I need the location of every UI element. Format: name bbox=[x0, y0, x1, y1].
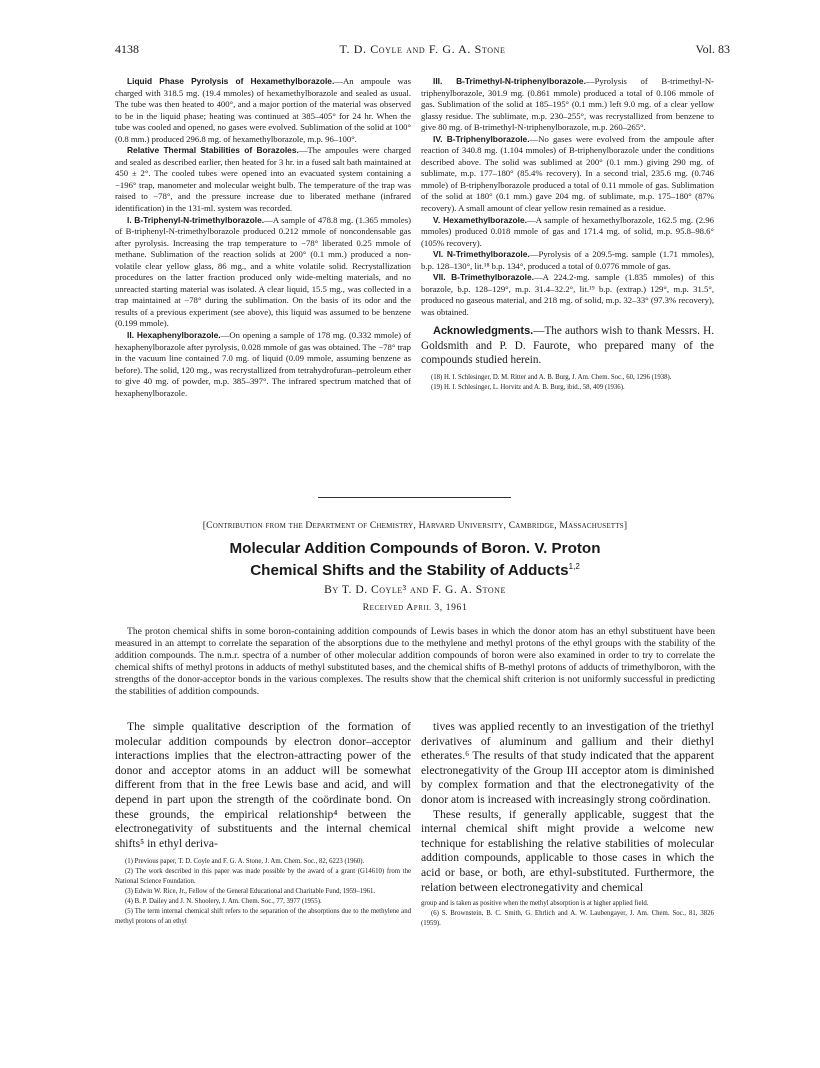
reference-item: (18) H. I. Schlesinger, D. M. Ritter and A. B. Burg, J. Am. Chem. Soc., 60, 1296 (1938). bbox=[431, 374, 672, 382]
article-title bbox=[115, 540, 715, 580]
section-heading: I. B-Triphenyl-N-trimethylborazole. bbox=[127, 214, 265, 225]
acknowledgments: Acknowledgments.—The authors wish to thank Messrs. H. Goldsmith and P. D. Faurote, who prepared many of the compounds studied herein. bbox=[421, 325, 714, 367]
abstract bbox=[115, 626, 715, 697]
footnote-item: (3) Edwin W. Rice, Jr., Fellow of the General Educational and Charitable Fund, 1959–1961. bbox=[125, 888, 376, 896]
references-list bbox=[421, 373, 714, 393]
section-heading: IV. B-Triphenylborazole. bbox=[433, 133, 530, 144]
footnote-item: (2) The work described in this paper was made possible by the award of a grant (G14610) from the National Science Foundation. bbox=[115, 868, 411, 886]
page-header bbox=[115, 42, 730, 60]
body-right-column bbox=[421, 720, 714, 929]
paragraph-liquid-phase-pyrolysis: Liquid Phase Pyrolysis of Hexamethylborazole.—An ampoule was charged with 318.5 mg. (19.4 mmoles) of hexamethylborazole and sealed as usual. The tube was then heated to 400°, and a major portion of the material was observed to be in the liquid phase; heating was continued at 385–405° for 24 hr. When the tube was cooled and opened, no gases were evolved. Sublimation of the solid at 100° (0.8 mm.) produced 296.8 mg. of hexamethylborazole, m.p. 96–100°. bbox=[115, 76, 412, 144]
abstract-text: The proton chemical shifts in some boron-containing addition compounds of Lewis bases in which the donor atom has an ethyl substituent have been measured in an attempt to correlate the separation of the absorptions due to the methylene and methyl protons of the ethyl groups with the stability of the addition compounds. The n.m.r. spectra of a number of other molecular addition compounds of boron were also examined in order to try to correlate the chemical shifts of methyl protons in adducts of methyl substituted bases, and the chemical shifts of B-methyl protons of adducts of trimethylboron, with the strengths of the donor-acceptor bonds in the various complexes. The results show that the chemical shift criterion is not uniformly successful in predicting the stabilities of addition compounds. bbox=[115, 626, 715, 697]
article-title-line-1: Molecular Addition Compounds of Boron. V. Proton bbox=[229, 540, 601, 557]
experimental-right-column bbox=[421, 76, 714, 393]
body-left-column bbox=[115, 720, 411, 927]
paragraph-relative-thermal-stabilities: Relative Thermal Stabilities of Borazoles.—The ampoules were charged and sealed as described earlier, then heated for 3 hr. in a fused salt bath maintained at 450 ± 2°. The cooled tubes were opened into an evacuated system containing a −196° trap, manometer and molecular weight bulb. The temperature of the trap was raised to −78°, and the pressure increase due to liberated methane (infrared identification) in the 131-ml. system was recorded. bbox=[115, 145, 412, 214]
section-heading: Relative Thermal Stabilities of Borazoles. bbox=[127, 145, 299, 156]
reference-item: (19) H. I. Schlesinger, L. Horvitz and A. B. Burg, ibid., 58, 409 (1936). bbox=[431, 384, 625, 392]
footnote-item: (1) Previous paper, T. D. Coyle and F. G. A. Stone, J. Am. Chem. Soc., 82, 6223 (1960). bbox=[125, 858, 365, 866]
body-paragraph: The simple qualitative description of the formation of molecular addition compounds by electron donor–acceptor interactions implies that the electron-attracting power of the donor and acceptor atoms in an adduct will be somewhat different from that in the free Lewis base and acid, and will depend in part upon the strength of the coördinate bond. On these grounds, the empirical relationship⁴ between the electronegativity of substituents and the internal chemical shifts⁵ in ethyl deriva- bbox=[115, 720, 411, 850]
paragraph-triphenyl-trimethylborazole: I. B-Triphenyl-N-trimethylborazole.—A sample of 478.8 mg. (1.365 mmoles) of B-triphenyl-N-trimethylborazole produced 0.212 mmole of noncondensable gas after pyrolysis. Increasing the trap temperature to −78° liberated 0.25 mmole of methane. Sublimation of the reaction solids at 200° (0.1 mm.) produced a non-volatile clear yellow glass, 86 mg., and a white volatile solid. Recrystallization procedures on the latter fraction produced only wide-melting materials, and no unreacted starting material was isolated. A clear liquid, 15.5 mg., was collected in a trap maintained at −78° during the sublimation. On the basis of its odor and the results of a previous experiment (see above), this liquid was assumed to be benzene (0.199 mmole). bbox=[115, 214, 411, 329]
author-line: By T. D. Coyle³ and F. G. A. Stone bbox=[324, 583, 506, 596]
page-number: 4138 bbox=[115, 42, 139, 56]
contribution-line: [Contribution from the Department of Chemistry, Harvard University, Cambridge, Massachusetts] bbox=[202, 520, 628, 531]
footnote-item: (4) B. P. Dailey and J. N. Shoolery, J. Am. Chem. Soc., 77, 3977 (1955). bbox=[125, 898, 322, 906]
paragraph-hexaphenylborazole: II. Hexaphenylborazole.—On opening a sample of 178 mg. (0.332 mmole) of hexaphenylborazole after pyrolysis, 0.028 mmole of gas was obtained. The −78° trap in the vacuum line contained 7.0 mg. of liquid (0.09 mmole, assuming benzene as before). The solid, 120 mg., was recrystallized from tetrahydrofuran–petroleum ether to give 40 mg. of powder, m.p. 385–397°. The infrared spectrum matched that of hexaphenylborazole. bbox=[115, 330, 411, 398]
article-title-line-2: Chemical Shifts and the Stability of Adducts$^{1,2}$ bbox=[250, 562, 580, 580]
section-heading: VI. N-Trimethylborazole. bbox=[433, 249, 530, 260]
paragraph-b-trimethylborazole: VII. B-Trimethylborazole.—A 224.2-mg. sample (1.835 mmoles) of this borazole, b.p. 128–129°, m.p. 31.4–32.2°, lit.¹⁹ b.p. (extrap.) 129°, m.p. 31.5°, produced no gaseous material, and 218 mg. of solid, m.p. 32–33° (97.3% recovery), was obtained. bbox=[421, 272, 714, 317]
section-heading: V. Hexamethylborazole. bbox=[433, 214, 527, 225]
experimental-left-column bbox=[115, 76, 411, 399]
section-heading: VII. B-Trimethylborazole. bbox=[433, 272, 534, 283]
title-footnote-markers: 1,2 bbox=[568, 562, 580, 571]
acknowledgments-heading: Acknowledgments. bbox=[433, 325, 534, 338]
footnotes bbox=[421, 899, 714, 929]
paragraph-hexamethylborazole: V. Hexamethylborazole.—A sample of hexamethylborazole, 162.5 mg. (2.96 mmoles) produced 0.018 mmole of gas and 171.4 mg. of solid, m.p. 95.8–98.6° (105% recovery). bbox=[421, 214, 714, 248]
running-title: T. D. Coyle and F. G. A. Stone bbox=[339, 42, 506, 56]
paragraph-n-trimethylborazole: VI. N-Trimethylborazole.—Pyrolysis of a 209.5-mg. sample (1.71 mmoles), b.p. 128–130°, lit.¹⁸ b.p. 134°, produced a total of 0.0776 mmole of gas. bbox=[421, 249, 714, 271]
received-date: Received April 3, 1961 bbox=[362, 602, 468, 613]
section-heading: Liquid Phase Pyrolysis of Hexamethylborazole. bbox=[127, 76, 335, 86]
section-divider bbox=[318, 497, 511, 498]
body-paragraph: These results, if generally applicable, suggest that the internal chemical shift might provide a welcome new technique for establishing the relative stabilities of molecular addition compounds, applicable to those cases in which the acid or base, or both, are ethyl-substituted. Furthermore, the relation between electronegativity and chemical bbox=[421, 807, 714, 894]
body-paragraph: tives was applied recently to an investigation of the triethyl derivatives of aluminum and gallium and their diethyl etherates.⁶ The results of that study indicated that the apparent electronegativity of the Group III acceptor atom is diminished by complex formation and that the electronegativity of the donor atom is increased with increasingly strong coördination. bbox=[421, 720, 714, 806]
paragraph-triphenylborazole: IV. B-Triphenylborazole.—No gases were evolved from the ampoule after reaction of 340.8 mg. (1.104 mmoles) of B-triphenylborazole under the conditions described above. The solid was sublimed at 200° (0.1 mm.) giving 290 mg. of sublimate, m.p. 177–180° (85.4% recovery). In a second trial, 235.6 mg. (0.746 mmole) of B-triphenylborazole produced a total of 0.11 mmole of gas. Sublimation of the solid at 180° (0.1 mm.) gave 204 mg. of sublimate, m.p. 175–180° (87% recovery). A small amount of clear yellow resin remained as a residue. bbox=[421, 133, 714, 214]
section-heading: II. Hexaphenylborazole. bbox=[127, 330, 221, 341]
volume-number: Vol. 83 bbox=[695, 42, 730, 56]
footnote-item: (5) The term internal chemical shift refers to the separation of the absorptions due to the methylene and methyl protons of an ethyl bbox=[115, 908, 411, 926]
footnotes bbox=[115, 857, 411, 927]
footnote-continuation: group and is taken as positive when the methyl absorption is at higher applied field. bbox=[421, 900, 649, 908]
footnote-item: (6) S. Brownstein, B. C. Smith, G. Ehrlich and A. W. Laubengayer, J. Am. Chem. Soc., 81, 3826 (1959). bbox=[421, 910, 714, 928]
section-heading: III. B-Trimethyl-N-triphenylborazole. bbox=[433, 76, 586, 86]
paragraph-trimethyl-triphenylborazole: III. B-Trimethyl-N-triphenylborazole.—Pyrolysis of B-trimethyl-N-triphenylborazole, 301.9 mg. (0.861 mmole) produced a total of 0.106 mmole of gas. Sublimation of the solid at 185–195° (0.1 mm.) left 9.0 mg. of a clear yellow glassy residue. The sublimate, m.p. 230–255°, was recrystallized from benzene to give 80 mg. of B-trimethyl-N-triphenylborazole, m.p. 260–265°. bbox=[421, 76, 714, 133]
